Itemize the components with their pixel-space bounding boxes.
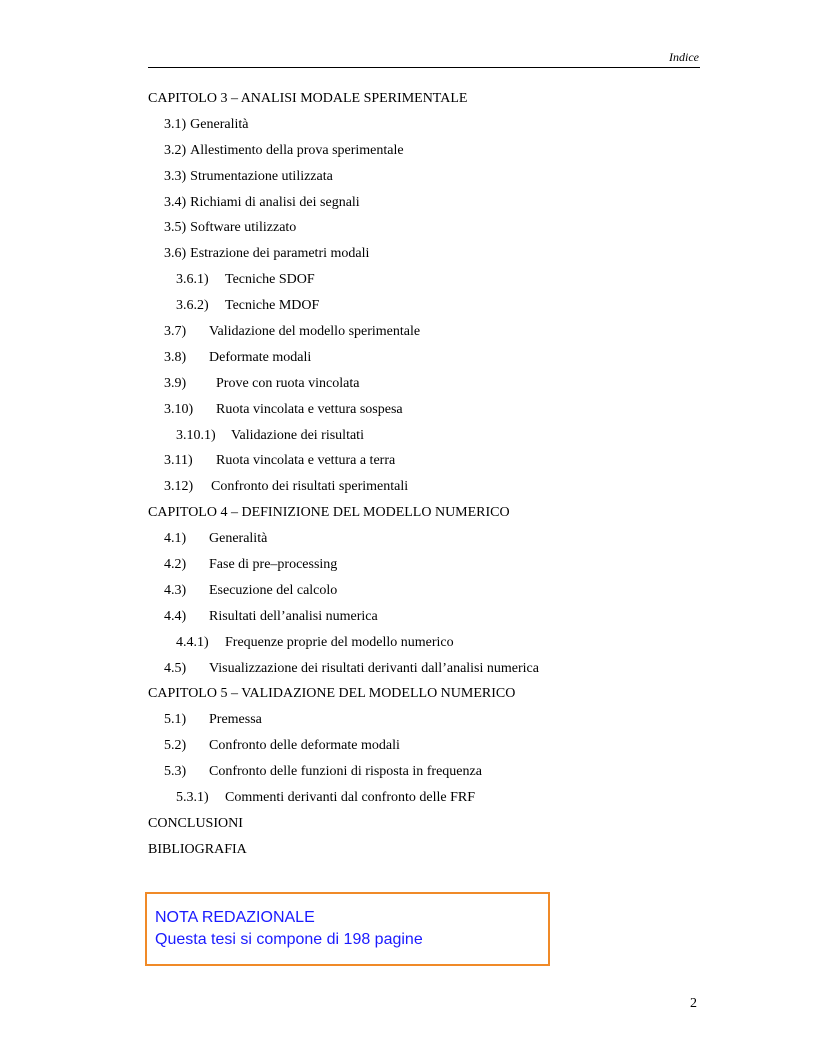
- table-of-contents: [148, 89, 708, 866]
- toc-entry-number: 3.1): [164, 116, 187, 132]
- toc-entry-number: 4.5): [164, 660, 187, 676]
- toc-chapter[interactable]: [148, 89, 708, 115]
- toc-entry[interactable]: [148, 710, 708, 736]
- toc-entry-title: Frequenze proprie del modello numerico: [225, 634, 454, 650]
- toc-entry-title: Fase di pre–processing: [209, 557, 338, 573]
- toc-entry-title: Ruota vincolata e vettura sospesa: [216, 401, 403, 417]
- toc-entry-title: Confronto delle funzioni di risposta in frequenza: [209, 764, 482, 780]
- toc-entry-title: Prove con ruota vincolata: [216, 375, 360, 391]
- toc-entry[interactable]: [148, 607, 708, 633]
- toc-entry[interactable]: [148, 218, 708, 244]
- toc-entry-number: 3.6): [164, 246, 187, 262]
- toc-entry-number: 3.5): [164, 220, 187, 236]
- toc-entry-title: Confronto dei risultati sperimentali: [211, 479, 409, 495]
- toc-entry[interactable]: [148, 633, 708, 659]
- toc-entry[interactable]: [148, 374, 708, 400]
- toc-entry-title: Estrazione dei parametri modali: [190, 246, 370, 262]
- toc-entry-title: Esecuzione del calcolo: [209, 582, 338, 598]
- toc-entry-number: 5.1): [164, 712, 187, 728]
- running-header: [148, 50, 700, 68]
- toc-entry[interactable]: [148, 426, 708, 452]
- toc-entry-title: Strumentazione utilizzata: [190, 168, 333, 184]
- toc-entry-number: 3.11): [164, 453, 193, 469]
- toc-entry[interactable]: [148, 193, 708, 219]
- toc-entry-number: 3.7): [164, 324, 187, 340]
- toc-entry-number: 5.2): [164, 738, 187, 754]
- toc-entry[interactable]: [148, 451, 708, 477]
- toc-entry[interactable]: [148, 296, 708, 322]
- toc-entry-number: 3.4): [164, 194, 187, 210]
- toc-entry[interactable]: [148, 736, 708, 762]
- toc-entry-title: BIBLIOGRAFIA: [148, 841, 247, 857]
- toc-entry-title: Ruota vincolata e vettura a terra: [216, 453, 396, 469]
- toc-chapter[interactable]: [148, 814, 708, 840]
- toc-entry[interactable]: [148, 244, 708, 270]
- toc-entry-title: Confronto delle deformate modali: [209, 738, 400, 754]
- toc-entry-title: Premessa: [209, 712, 262, 728]
- toc-entry-title: Risultati dell’analisi numerica: [209, 608, 378, 624]
- toc-entry-number: 3.10.1): [176, 427, 216, 443]
- toc-entry-number: 4.2): [164, 557, 187, 573]
- toc-entry[interactable]: [148, 141, 708, 167]
- toc-entry[interactable]: [148, 322, 708, 348]
- toc-entry-title: Visualizzazione dei risultati derivanti dall’analisi numerica: [209, 660, 539, 676]
- toc-entry-title: Validazione dei risultati: [231, 427, 364, 443]
- toc-entry-number: 3.10): [164, 401, 194, 417]
- toc-entry-number: 4.3): [164, 582, 187, 598]
- toc-entry-number: 4.1): [164, 531, 187, 547]
- toc-entry-title: Validazione del modello sperimentale: [209, 324, 421, 340]
- page-number: 2: [690, 996, 697, 1011]
- toc-entry-number: 4.4): [164, 608, 187, 624]
- toc-entry-title: CAPITOLO 3 – ANALISI MODALE SPERIMENTALE: [148, 91, 468, 106]
- toc-entry-title: Generalità: [190, 116, 249, 132]
- toc-entry[interactable]: [148, 529, 708, 555]
- toc-entry-title: Deformate modali: [209, 349, 312, 365]
- toc-entry[interactable]: [148, 167, 708, 193]
- toc-entry-title: Allestimento della prova sperimentale: [190, 142, 404, 158]
- header-title: Indice: [669, 50, 699, 64]
- toc-chapter[interactable]: [148, 840, 708, 866]
- toc-entry-number: 3.12): [164, 479, 194, 495]
- toc-entry-title: Tecniche MDOF: [225, 298, 320, 314]
- toc-entry[interactable]: [148, 659, 708, 685]
- toc-entry[interactable]: [148, 400, 708, 426]
- toc-entry[interactable]: [148, 270, 708, 296]
- toc-entry-number: 5.3.1): [176, 790, 209, 806]
- toc-entry-title: CAPITOLO 4 – DEFINIZIONE DEL MODELLO NUMERICO: [148, 505, 510, 521]
- toc-entry[interactable]: [148, 115, 708, 141]
- toc-entry-title: Generalità: [209, 531, 268, 547]
- toc-entry[interactable]: [148, 788, 708, 814]
- toc-entry[interactable]: [148, 477, 708, 503]
- toc-entry[interactable]: [148, 555, 708, 581]
- toc-entry-number: 3.3): [164, 168, 187, 184]
- toc-entry-number: 3.8): [164, 349, 187, 365]
- toc-entry-number: 4.4.1): [176, 634, 209, 650]
- toc-entry[interactable]: [148, 348, 708, 374]
- toc-chapter[interactable]: [148, 684, 708, 710]
- note-body: Questa tesi si compone di 198 pagine: [155, 931, 423, 948]
- note-title: NOTA REDAZIONALE: [155, 909, 315, 926]
- toc-entry-title: Richiami di analisi dei segnali: [190, 194, 360, 210]
- toc-entry-number: 3.2): [164, 142, 187, 158]
- toc-entry-title: Software utilizzato: [190, 220, 297, 236]
- toc-entry-title: CONCLUSIONI: [148, 815, 243, 831]
- toc-entry-number: 5.3): [164, 764, 187, 780]
- toc-entry-number: 3.9): [164, 375, 187, 391]
- toc-entry-number: 3.6.2): [176, 298, 209, 314]
- toc-entry[interactable]: [148, 762, 708, 788]
- toc-entry-title: Tecniche SDOF: [225, 272, 315, 288]
- editorial-note-box: [145, 892, 550, 966]
- toc-entry-title: Commenti derivanti dal confronto delle FRF: [225, 790, 476, 806]
- toc-chapter[interactable]: [148, 503, 708, 529]
- toc-entry-number: 3.6.1): [176, 272, 209, 288]
- toc-entry[interactable]: [148, 581, 708, 607]
- toc-entry-title: CAPITOLO 5 – VALIDAZIONE DEL MODELLO NUMERICO: [148, 686, 516, 702]
